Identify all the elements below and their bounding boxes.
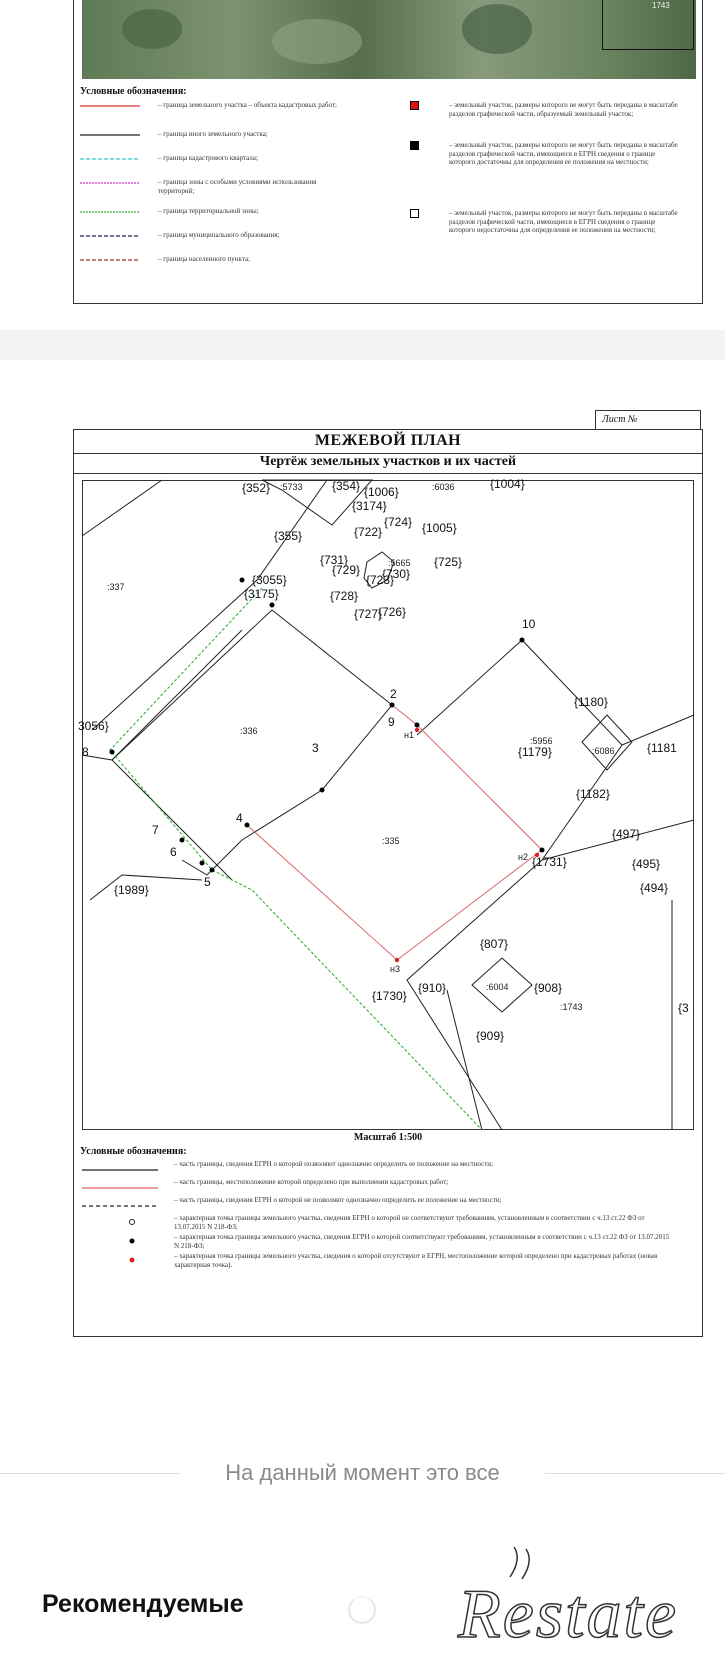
- label-1005: {1005}: [422, 521, 457, 535]
- label-728: {728}: [330, 589, 359, 603]
- label-10: 10: [522, 617, 536, 631]
- top-legend-right-item: [402, 141, 692, 209]
- label-3: 3: [312, 741, 319, 755]
- label-9: 9: [388, 715, 395, 729]
- label-727: {727}: [354, 607, 383, 621]
- label-3-right: {3: [678, 1001, 689, 1015]
- top-legend-left-item: [80, 130, 370, 154]
- loading-spinner-icon: [348, 1596, 376, 1624]
- top-legend-title: Условные обозначения:: [80, 86, 187, 97]
- legend-point-symbol-icon: [80, 1214, 160, 1230]
- label-n2: н2: [518, 852, 528, 862]
- legend-point-symbol-icon: [80, 1252, 160, 1268]
- end-of-list-text: На данный момент это все: [225, 1460, 500, 1485]
- logo-wave-icon: [500, 1545, 550, 1585]
- label-354: {354}: [332, 479, 361, 493]
- label-1181: {1181: [647, 741, 677, 755]
- label-5665: :5665: [388, 558, 411, 568]
- label-726: {726}: [378, 605, 407, 619]
- legend-line-swatch: [80, 101, 140, 111]
- legend-text: – часть границы, сведения ЕГРН о которой позволяют однозначно определить ее положение на местности;: [174, 1160, 493, 1168]
- label-3174: {3174}: [352, 499, 387, 513]
- label-722: {722}: [354, 525, 383, 539]
- top-legend-left-item: [80, 207, 370, 231]
- label-1179: {1179}: [518, 745, 552, 759]
- label-336: :336: [240, 726, 258, 736]
- label-724: {724}: [384, 515, 413, 529]
- top-legend-right-item: [402, 101, 692, 141]
- legend-text: – часть границы, местоположение которой определено при выполнении кадастровых работ;: [174, 1178, 449, 1186]
- label-2: 2: [390, 687, 397, 701]
- legend-text: – характерная точка границы земельного участка, сведения ЕГРН о которой соответствуют требованиям, установленным в соответствии с ч.13 ст.22 ФЗ от 13.07.2015 N 218-ФЗ;: [174, 1233, 670, 1250]
- top-document-sheet: [73, 0, 703, 304]
- label-335: :335: [382, 836, 400, 846]
- legend-line-swatch: [80, 207, 140, 217]
- white-square-marker-icon: [410, 209, 419, 218]
- legend-text: – граница иного земельного участка;: [158, 130, 268, 138]
- label-729: {729}: [332, 563, 361, 577]
- legend-line-symbol: [80, 1178, 160, 1194]
- top-legend-left-item: [80, 154, 370, 178]
- legend-text: – граница населенного пункта;: [158, 255, 251, 263]
- label-731: {731}: [320, 553, 349, 567]
- plan-legend-item: [80, 1233, 692, 1250]
- label-6: 6: [170, 845, 177, 859]
- label-3056: 3056}: [78, 719, 109, 733]
- label-1989: {1989}: [114, 883, 149, 897]
- label-5: 5: [204, 875, 211, 889]
- plan-legend-title: Условные обозначения:: [80, 1146, 187, 1157]
- label-337: :337: [107, 582, 125, 592]
- top-legend-left-item: [80, 255, 370, 279]
- legend-text: – земельный участок, размеры которого не могут быть переданы в масштабе разделов графической части, имеющиеся в ЕГРН сведения о границе которого достаточны для определения ее положения на местности;: [449, 141, 678, 166]
- label-n1: н1: [404, 730, 414, 740]
- red-square-marker-icon: [410, 101, 419, 110]
- label-352: {352}: [242, 481, 271, 495]
- legend-line-swatch: [80, 130, 140, 140]
- label-5956: :5956: [530, 736, 553, 746]
- legend-text: – характерная точка границы земельного участка, сведения ЕГРН о которой не соответствуют требованиям, установленным в соответствии с ч.13 ст.22 ФЗ от 13.07.2015 N 218-ФЗ;: [174, 1214, 645, 1231]
- restate-logo: Restate: [458, 1576, 679, 1653]
- label-3175: {3175}: [244, 587, 279, 601]
- sheet-number-box: [595, 410, 701, 430]
- label-1006: {1006}: [364, 485, 399, 499]
- label-8: 8: [82, 745, 89, 759]
- label-1730: {1730}: [372, 989, 407, 1003]
- label-n3: н3: [390, 964, 400, 974]
- legend-text: – земельный участок, размеры которого не могут быть переданы в масштабе разделов графической части, образуемый земельный участок;: [449, 101, 678, 118]
- legend-text: – характерная точка границы земельного участка, сведения о которой отсутствуют в ЕГРН, местоположение которой определено при кадастровых работах (новая характерная точка).: [174, 1252, 658, 1269]
- map-parcel-label: 1743: [652, 1, 670, 10]
- label-1180: {1180}: [574, 695, 608, 709]
- label-909: {909}: [476, 1029, 505, 1043]
- label-355: {355}: [274, 529, 303, 543]
- label-1182: {1182}: [576, 787, 610, 801]
- label-7: 7: [152, 823, 159, 837]
- separator-band: [0, 330, 725, 360]
- plan-drawing: [78, 477, 694, 1130]
- label-908: {908}: [534, 981, 563, 995]
- label-6036: :6036: [432, 482, 455, 492]
- legend-line-swatch: [80, 231, 140, 241]
- legend-text: – граница зоны с особыми условиями использования территорий;: [158, 178, 317, 195]
- label-723: {723}: [366, 573, 395, 587]
- label-5733: :5733: [280, 482, 303, 492]
- plan-title: МЕЖЕВОЙ ПЛАН: [74, 432, 702, 454]
- top-legend-left: [80, 101, 370, 279]
- plan-legend-item: [80, 1178, 692, 1194]
- plan-scale: Масштаб 1:500: [353, 1132, 423, 1143]
- top-legend-left-item: [80, 231, 370, 255]
- label-807: {807}: [480, 937, 509, 951]
- label-725: {725}: [434, 555, 463, 569]
- legend-text: – граница муниципального образования;: [158, 231, 280, 239]
- top-legend-left-item: [80, 178, 370, 207]
- top-legend-right-item: [402, 209, 692, 277]
- label-1743: :1743: [560, 1002, 583, 1012]
- legend-point-symbol-icon: [80, 1233, 160, 1249]
- legend-text: – граница территориальной зоны;: [158, 207, 259, 215]
- boundary-plan-sheet: [73, 429, 703, 1337]
- legend-text: – часть границы, сведения ЕГРН о которой не позволяют однозначно определить ее положение на местности;: [174, 1196, 502, 1204]
- plan-legend-item: [80, 1214, 692, 1231]
- plan-legend: [80, 1160, 692, 1271]
- label-495: {495}: [632, 857, 661, 871]
- plan-legend-item: [80, 1196, 692, 1212]
- recommended-heading: Рекомендуемые: [42, 1590, 244, 1618]
- black-square-marker-icon: [410, 141, 419, 150]
- plan-legend-item: [80, 1160, 692, 1176]
- label-910: {910}: [418, 981, 447, 995]
- plan-legend-item: [80, 1252, 692, 1269]
- label-3055: {3055}: [252, 573, 287, 587]
- legend-line-swatch: [80, 154, 140, 164]
- satellite-map: [82, 0, 696, 79]
- legend-text: – земельный участок, размеры которого не могут быть переданы в масштабе разделов графической части, имеющиеся в ЕГРН сведения о границе которого недостаточны для определения ее положения на местности;: [449, 209, 678, 234]
- top-legend-right: [402, 101, 692, 277]
- legend-line-symbol: [80, 1196, 160, 1212]
- label-1004: {1004}: [490, 477, 525, 491]
- legend-line-swatch: [80, 178, 140, 188]
- label-497: {497}: [612, 827, 641, 841]
- label-494: {494}: [640, 881, 669, 895]
- top-legend-left-item: [80, 101, 370, 130]
- legend-line-symbol: [80, 1160, 160, 1176]
- label-1731: {1731}: [532, 855, 567, 869]
- legend-text: – граница земельного участка – объекта кадастровых работ;: [158, 101, 337, 109]
- sheet-number-label: Лист №: [602, 414, 638, 425]
- label-4: 4: [236, 811, 243, 825]
- label-6086: :6086: [592, 746, 615, 756]
- label-730: {730}: [382, 567, 411, 581]
- legend-text: – граница кадастрового квартала;: [158, 154, 258, 162]
- legend-line-swatch: [80, 255, 140, 265]
- plan-subtitle: Чертёж земельных участков и их частей: [74, 454, 702, 474]
- label-6004: :6004: [486, 982, 509, 992]
